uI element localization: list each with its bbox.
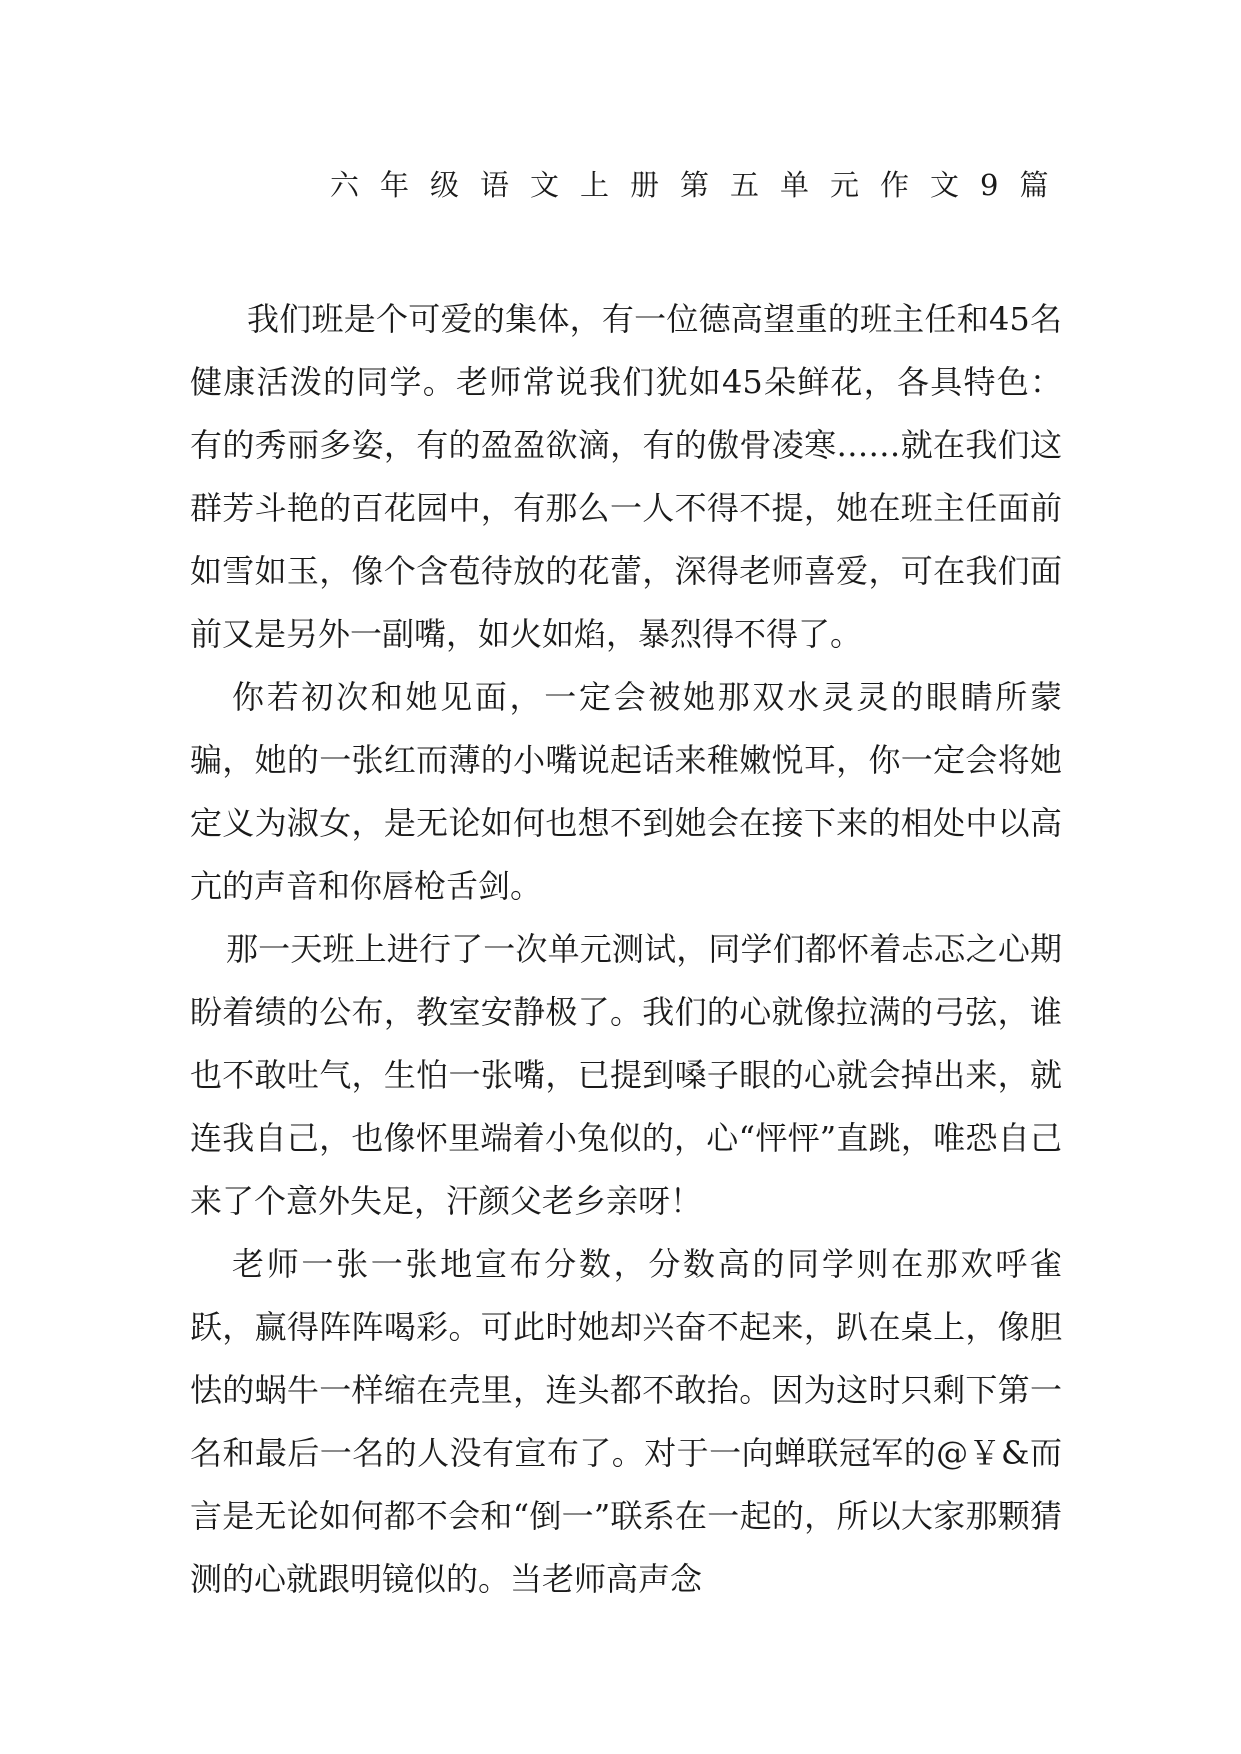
document-title: 六年级语文上册第五单元作文9篇 [330,168,1070,202]
paragraph-4: 老师一张一张地宣布分数，分数高的同学则在那欢呼雀跃，赢得阵阵喝彩。可此时她却兴奋不起来，趴在桌上，像胆怯的蜗牛一样缩在壳里，连头都不敢抬。因为这时只剩下第一名和最后一名的人没有宣布了。对于一向蝉联冠军的@￥&而言是无论如何都不会和“倒一”联系在一起的，所以大家那颗猜测的心就跟明镜似的。当老师高声念 [190,1245,1062,1598]
paragraph-2: 你若初次和她见面，一定会被她那双水灵灵的眼睛所蒙骗，她的一张红而薄的小嘴说起话来稚嫩悦耳，你一定会将她定义为淑女，是无论如何也想不到她会在接下来的相处中以高亢的声音和你唇枪舌剑。 [190,678,1062,905]
paragraph-1: 我们班是个可爱的集体，有一位德高望重的班主任和45名健康活泼的同学。老师常说我们犹如45朵鲜花，各具特色：有的秀丽多姿，有的盈盈欲滴，有的傲骨凌寒……就在我们这群芳斗艳的百花园中，有那么一人不得不提，她在班主任面前如雪如玉，像个含苞待放的花蕾，深得老师喜爱，可在我们面前又是另外一副嘴，如火如焰，暴烈得不得了。 [190,300,1062,653]
document-body [190,288,1062,1611]
paragraph-3: 那一天班上进行了一次单元测试，同学们都怀着忐忑之心期盼着绩的公布，教室安静极了。我们的心就像拉满的弓弦，谁也不敢吐气，生怕一张嘴，已提到嗓子眼的心就会掉出来，就连我自己，也像怀里端着小兔似的，心“怦怦”直跳，唯恐自己来了个意外失足，汗颜父老乡亲呀！ [190,930,1062,1220]
